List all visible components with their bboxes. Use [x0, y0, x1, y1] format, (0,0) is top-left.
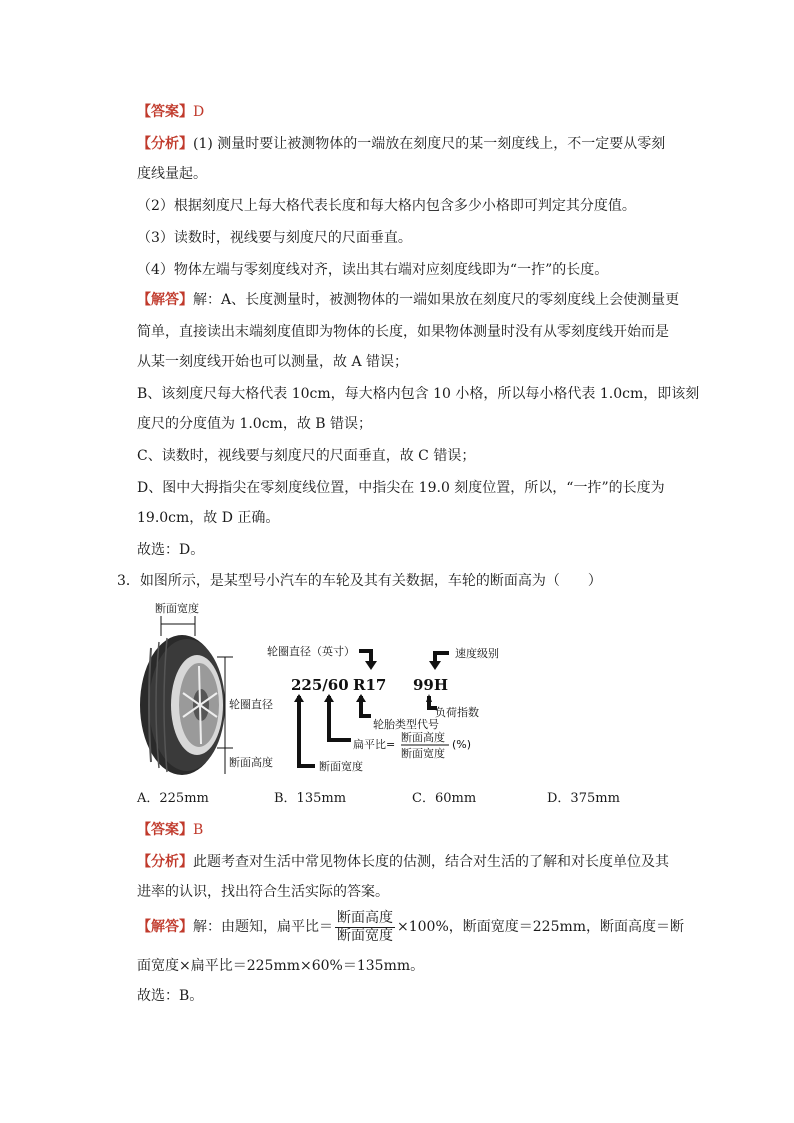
- label-section-width-bottom: 断面宽度: [319, 760, 363, 773]
- q2-analysis-line-4: （3）读数时，视线要与刻度尺的尺面垂直。: [137, 230, 412, 246]
- q3-question: 3．如图所示，是某型号小汽车的车轮及其有关数据，车轮的断面高为（ ）: [117, 573, 602, 589]
- q2-solution-line-8: 19.0cm，故 D 正确。: [137, 510, 280, 526]
- q2-analysis-line-5: （4）物体左端与零刻度线对齐，读出其右端对应刻度线即为“一拃”的长度。: [137, 262, 609, 278]
- q3-conclusion: 故选：B。: [137, 988, 204, 1004]
- q3-answer-line: [137, 820, 203, 840]
- q2-analysis-line-1: 【分析】(1) 测量时要让被测物体的一端放在刻度尺的某一刻度线上，不一定要从零刻: [137, 136, 666, 152]
- q3-solution-line-2: 面宽度×扁平比＝225mm×60%＝135mm。: [137, 958, 425, 974]
- option-a: A．225mm: [137, 791, 209, 806]
- label-section-width-top: 断面宽度: [155, 602, 199, 615]
- code-size: 225/60: [291, 676, 349, 694]
- label-load-index: 负荷指数: [435, 706, 479, 719]
- tire-image: [140, 635, 225, 775]
- aspect-denominator: 断面宽度: [401, 747, 445, 760]
- q2-conclusion: 故选：D。: [137, 542, 205, 558]
- label-speed-rating: 速度级别: [455, 647, 499, 660]
- q3-analysis-line-1: 【分析】此题考查对生活中常见物体长度的估测，结合对生活的了解和对长度单位及其: [137, 854, 669, 870]
- analysis-tag: 【分析】: [137, 136, 193, 152]
- option-c: C．60mm: [412, 791, 477, 806]
- label-tire-type: 轮胎类型代号: [373, 718, 439, 731]
- label-aspect-ratio: 扁平比=: [353, 738, 396, 751]
- q2-solution-line-2: 简单，直接读出末端刻度值即为物体的长度，如果物体测量时没有从零刻度线开始而是: [137, 324, 669, 340]
- q2-solution-line-3: 从某一刻度线开始也可以测量，故 A 错误；: [137, 354, 409, 370]
- option-b: B．135mm: [274, 791, 347, 806]
- answer-tag: 【答案】: [137, 104, 193, 120]
- answer-tag: 【答案】: [137, 822, 193, 838]
- aspect-unit: (%): [452, 738, 472, 751]
- aspect-ratio-fraction: $\frac{\text{断面高度}}{\text{断面宽度}}$: [337, 909, 393, 944]
- label-rim-diameter: 轮圈直径: [229, 698, 273, 711]
- answer-value: D: [193, 104, 205, 120]
- solution-tag: 【解答】: [137, 919, 193, 935]
- q2-solution-line-6: C、读数时，视线要与刻度尺的尺面垂直，故 C 错误；: [137, 448, 476, 464]
- q2-solution-line-5: 度尺的分度值为 1.0cm，故 B 错误；: [137, 416, 373, 432]
- code-load-speed: 99H: [413, 676, 449, 694]
- label-section-height: 断面高度: [229, 756, 273, 769]
- code-rim: R17: [353, 676, 387, 694]
- tire-figure: [137, 598, 507, 778]
- solution-tag: 【解答】: [137, 292, 193, 308]
- q3-solution-line-1: 【解答】解：由题知，扁平比＝ $\frac{\text{断面高度}}{\text{断面宽度}}$ ×100%，断面宽度＝225mm，断面高度＝断: [137, 909, 685, 944]
- q2-analysis-line-3: （2）根据刻度尺上每大格代表长度和每大格内包含多少小格即可判定其分度值。: [137, 198, 636, 214]
- label-rim-diameter-inch: 轮圈直径（英寸）: [267, 645, 355, 658]
- analysis-tag: 【分析】: [137, 854, 193, 870]
- q2-answer-line: [137, 102, 204, 122]
- option-d: D．375mm: [547, 791, 620, 806]
- q2-solution-line-1: 【解答】解：A、长度测量时，被测物体的一端如果放在刻度尺的零刻度线上会使测量更: [137, 292, 680, 308]
- q2-solution-line-7: D、图中大拇指尖在零刻度线位置，中指尖在 19.0 刻度位置，所以，“一拃”的长度为: [137, 480, 665, 496]
- q3-analysis-line-2: 进率的认识，找出符合生活实际的答案。: [137, 884, 389, 900]
- answer-value: B: [193, 822, 204, 838]
- aspect-numerator: 断面高度: [401, 731, 445, 744]
- q2-solution-line-4: B、该刻度尺每大格代表 10cm，每大格内包含 10 小格，所以每小格代表 1.0cm，即该刻: [137, 386, 700, 402]
- q2-analysis-line-2: 度线量起。: [137, 166, 207, 182]
